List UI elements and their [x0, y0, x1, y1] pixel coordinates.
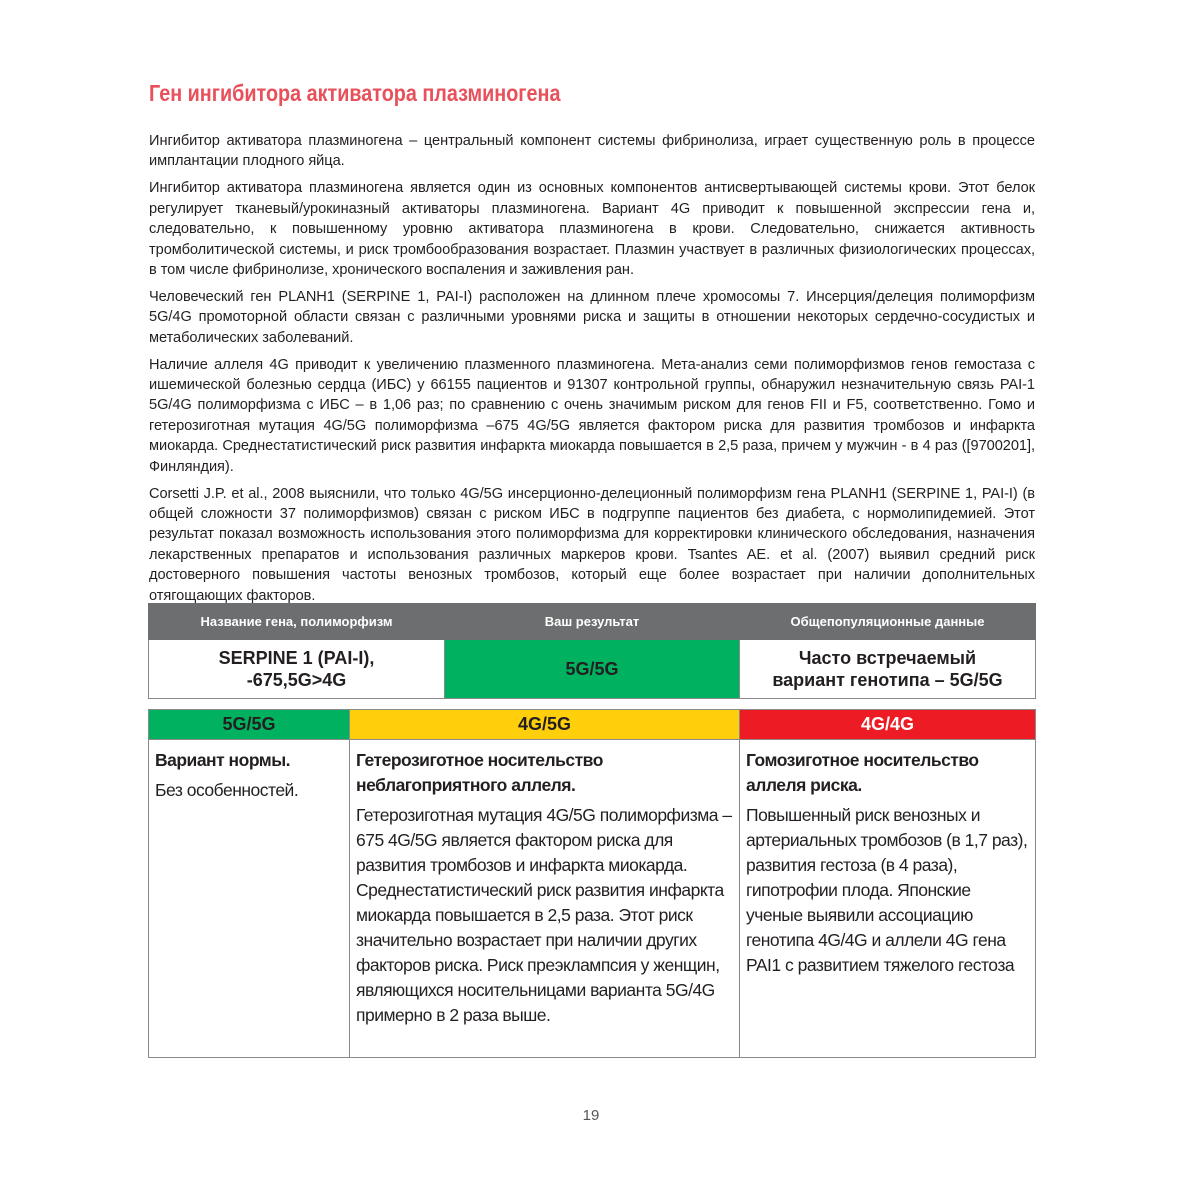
gene-cell	[149, 640, 445, 699]
genotype-5g5g-description	[149, 740, 350, 1058]
genotype-4g5g-description	[350, 740, 740, 1058]
description-text: Гетерозиготная мутация 4G/5G полиморфизма –675 4G/5G является фактором риска для развития тромбозов и инфаркта миокарда. Среднестатистический риск развития инфаркта миокарда повышается в 2,5 раза. Этот риск значительно возрастает при наличии других факторов риска. Риск преэклампсия у женщин, являющихся носительницами варианта 5G/4G примерно в 2 раза выше.	[356, 805, 732, 1025]
genotype-4g4g-description	[740, 740, 1036, 1058]
paragraph: Наличие аллеля 4G приводит к увеличению плазменного плазминогена. Мета-анализ семи полиморфизмов генов гемостаза с ишемической болезнью сердца (ИБС) у 66155 пациентов и 91307 контрольной группы, обнаружил незначительную связь PAI-1 5G/4G полиморфизма с ИБС – в 1,06 раз; по сравнению с очень значимым риском для генов FII и F5, соответственно. Гомо и гетерозиготная мутация 4G/5G полиморфизма –675 4G/5G является фактором риска для развития тромбозов и инфаркта миокарда. Среднестатистический риск развития инфаркта миокарда повышается в 2,5 раза, причем у мужчин - в 4 раз ([9700201], Финляндия).	[149, 356, 1035, 475]
header-result: Ваш результат	[445, 604, 740, 640]
header-population: Общепопуляционные данные	[740, 604, 1036, 640]
your-result-cell: 5G/5G	[445, 640, 740, 699]
genotype-table	[148, 709, 1036, 1058]
population-cell	[740, 640, 1036, 699]
paragraph: Человеческий ген PLANH1 (SERPINE 1, PAI-I) расположен на длинном плече хромосомы 7. Инсерция/делеция полиморфизм 5G/4G промоторной области связан с различными уровнями риска и защиты в отношении некоторых сердечно-сосудистых и метаболических заболеваний.	[149, 288, 1035, 346]
body-text	[149, 131, 1035, 612]
population-line-1: Часто встречаемый	[798, 648, 977, 668]
genotype-4g4g-header: 4G/4G	[740, 710, 1036, 740]
result-table-header	[149, 604, 1036, 640]
population-line-2: вариант генотипа – 5G/5G	[772, 670, 1003, 690]
page-title: Ген ингибитора активатора плазминогена	[149, 80, 561, 106]
genotype-header-row	[149, 710, 1036, 740]
paragraph: Ингибитор активатора плазминогена – центральный компонент системы фибринолиза, играет существенную роль в процессе имплантации плодного яйца.	[149, 133, 1035, 170]
description-heading: Гетерозиготное носительство неблагоприятного аллеля.	[356, 750, 603, 795]
gene-name: SERPINE 1 (PAI-I),	[218, 648, 375, 668]
genotype-4g5g-header: 4G/5G	[350, 710, 740, 740]
result-table-row	[149, 640, 1036, 699]
description-text: Повышенный риск венозных и артериальных тромбозов (в 1,7 раз), развития гестоза (в 4 раза), гипотрофии плода. Японские ученые выявили ассоциацию генотипа 4G/4G и аллели 4G гена PAI1 с развитием тяжелого гестоза	[746, 805, 1028, 975]
description-heading: Вариант нормы.	[155, 750, 291, 770]
page-number: 19	[582, 1107, 600, 1124]
paragraph: Ингибитор активатора плазминогена является один из основных компонентов антисвертывающей системы крови. Этот белок регулирует тканевый/урокиназный активаторы плазминогена. Вариант 4G приводит к повышенной экспрессии гена и, следовательно, к повышенному уровню активатора плазминогена в крови. Следовательно, снижается активность тромболитической системы, и риск тромбообразования возрастает. Плазмин участвует в различных физиологических процессах, в том числе фибринолизе, хронического воспаления и заживления ран.	[149, 180, 1035, 278]
polymorphism: -675,5G>4G	[246, 670, 347, 690]
description-heading: Гомозиготное носительство аллеля риска.	[746, 750, 979, 795]
result-table	[148, 603, 1036, 699]
paragraph: Corsetti J.P. et al., 2008 выяснили, что только 4G/5G инсерционно-делеционный полиморфизм гена PLANH1 (SERPINE 1, PAI-I) (в общей сложности 37 полиморфизмов) связан с риском ИБС в подгруппе пациентов без диабета, с нормолипидемией. Этот результат показал возможность использования этого полиморфизма для корректировки клинического обследования, назначения лекарственных препаратов и использования различных маркеров крови. Tsantes AE. et al. (2007) выявил средний риск достоверного повышения частоты венозных тромбозов, который еще более возрастает при наличии дополнительных отягощающих факторов.	[149, 485, 1035, 604]
header-gene: Название гена, полиморфизм	[149, 604, 445, 640]
genotype-description-row	[149, 740, 1036, 1058]
genotype-5g5g-header: 5G/5G	[149, 710, 350, 740]
description-text: Без особенностей.	[155, 780, 299, 800]
